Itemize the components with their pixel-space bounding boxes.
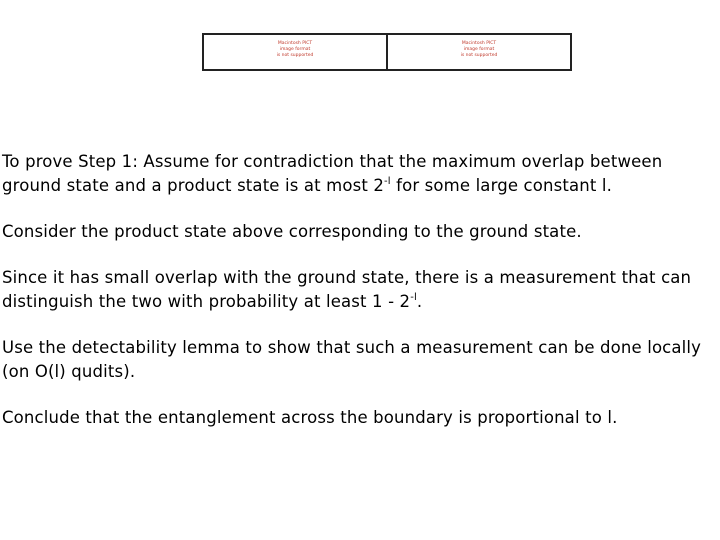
paragraph-text: . <box>416 292 423 311</box>
placeholder-line: Macintosh PICT <box>461 41 497 46</box>
placeholder-line: is not supported <box>460 53 498 58</box>
placeholder-line: Macintosh PICT <box>277 41 313 46</box>
unsupported-image-notice <box>271 41 319 69</box>
paragraph-text: Since it has small overlap with the ground state, there is a measurement that can distinguish the two with probability at least 1 - 2 <box>2 268 692 311</box>
paragraph-text: Use the detectability lemma to show that such a measurement can be done locally (on O(l) qudits). <box>2 338 702 381</box>
paragraph-proof-assumption <box>2 150 714 198</box>
paragraph-measurement <box>2 266 714 314</box>
paragraph-text: Conclude that the entanglement across the boundary is proportional to l. <box>2 408 618 427</box>
image-placeholder-right <box>386 35 570 69</box>
image-placeholder-frame <box>202 33 572 71</box>
paragraph-text: To prove Step 1: Assume for contradiction that the maximum overlap between ground state and a product state is at most 2 <box>2 152 663 195</box>
placeholder-line: is not supported <box>276 53 314 58</box>
paragraph-text: Consider the product state above corresponding to the ground state. <box>2 222 582 241</box>
unsupported-image-notice <box>455 41 503 69</box>
placeholder-line: image format <box>463 47 495 52</box>
paragraph-text: for some large constant l. <box>390 176 612 195</box>
paragraph-product-state <box>2 220 714 244</box>
superscript-exponent: -l <box>410 291 417 303</box>
paragraph-conclusion <box>2 406 714 430</box>
placeholder-line: image format <box>279 47 311 52</box>
slide-body-text <box>2 150 714 452</box>
superscript-exponent: -l <box>384 175 391 187</box>
paragraph-detectability-lemma <box>2 336 714 384</box>
image-placeholder-left <box>204 35 386 69</box>
